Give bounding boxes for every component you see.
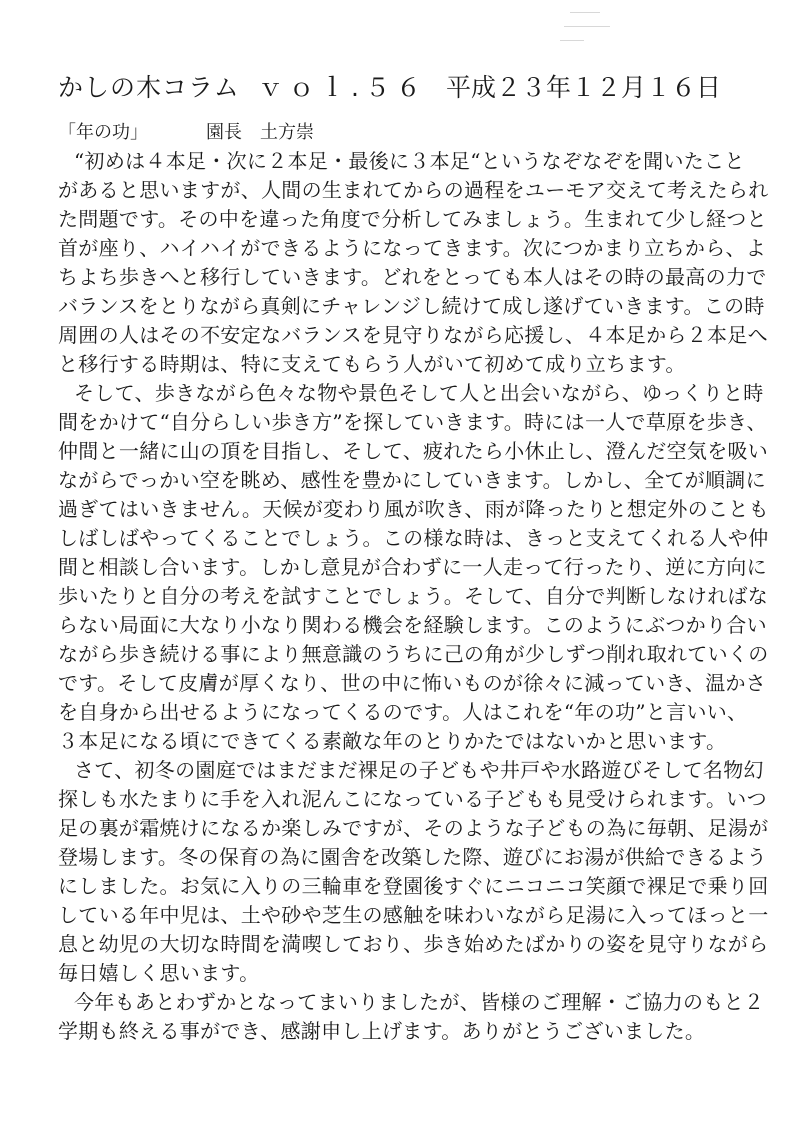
text-line: 間をかけて“自分らしい歩き方”を探していきます。時には一人で草原を歩き、 [58, 410, 767, 434]
text-line: しばしばやってくることでしょう。この様な時は、きっと支えてくれる人や仲 [58, 526, 769, 550]
text-line: ちよち歩きへと移行していきます。どれをとっても本人はその時の最高の力で [58, 265, 767, 289]
article-author: 園長 土方崇 [206, 122, 314, 143]
text-line: ながらでっかい空を眺め、感性を豊かにしていきます。しかし、全てが順調に [58, 468, 766, 492]
text-line: 過ぎてはいきません。天候が変わり風が吹き、雨が降ったりと想定外のことも [58, 497, 769, 521]
article-body [58, 147, 769, 1046]
issue-date: 平成２３年１２月１６日 [446, 73, 722, 102]
text-line: ながら歩き続ける事により無意識のうちに己の角が少しずつ削れ取れていくの [58, 642, 769, 666]
text-line: と移行する時期は、特に支えてもらう人がいて初めて成り立ちます。 [58, 352, 686, 376]
text-line: “初めは４本足・次に２本足・最後に３本足“というなぞなぞを聞いたこと [74, 149, 745, 173]
scan-artifact [560, 0, 640, 60]
text-line: を自身から出せるようになってくるのです。人はこれを“年の功”と言いい、 [58, 700, 748, 724]
paragraph [58, 379, 769, 756]
text-line: です。そして皮膚が厚くなり、世の中に怖いものが徐々に減っていき、温かさ [58, 671, 767, 695]
text-line: があると思いますが、人間の生まれてからの過程をユーモア交えて考えたられ [58, 178, 769, 202]
paragraph [58, 756, 769, 988]
text-line: バランスをとりながら真剣にチャレンジし続けて成し遂げていきます。この時 [58, 294, 765, 318]
text-line: 周囲の人はその不安定なバランスを見守りながら応援し、４本足から２本足へ [58, 323, 768, 347]
text-line: にしました。お気に入りの三輪車を登園後すぐにニコニコ笑顔で裸足で乗り回 [58, 874, 769, 898]
text-line: 探しも水たまりに手を入れ泥んこになっている子どもも見受けられます。いつ [58, 787, 767, 811]
text-line: 毎日嬉しく思います。 [58, 961, 260, 985]
text-line: 間と相談し合います。しかし意見が合わずに一人走って行ったり、逆に方向に [58, 555, 767, 579]
column-name: かしの木コラム [58, 73, 240, 102]
text-line: している年中児は、土や砂や芝生の感触を味わいながら足湯に入ってほっと一 [58, 903, 769, 927]
text-line: らない局面に大なり小なり関わる機会を経験します。このようにぶつかり合い [58, 613, 767, 637]
column-header [58, 68, 758, 108]
text-line: 今年もあとわずかとなってまいりましたが、皆様のご理解・ご協力のもと２ [74, 990, 765, 1014]
article-subheader [58, 118, 314, 144]
text-line: 歩いたりと自分の考えを試すことでしょう。そして、自分で判断しなければな [58, 584, 769, 608]
text-line: 息と幼児の大切な時間を満喫しており、歩き始めたばかりの姿を見守りながら [58, 932, 769, 956]
text-line: た問題です。その中を違った角度で分析してみましょう。生まれて少し経つと [58, 207, 767, 231]
text-line: 首が座り、ハイハイができるようになってきます。次につかまり立ちから、よ [58, 236, 767, 260]
volume-number: ｖｏｌ.５６ [258, 73, 427, 102]
paragraph [58, 988, 765, 1046]
text-line: 登場します。冬の保育の為に園舎を改築した際、遊びにお湯が供給できるよう [58, 845, 767, 869]
text-line: ３本足になる頃にできてくる素敵な年のとりかたではないかと思います。 [58, 729, 727, 753]
article-title: 「年の功」 [58, 122, 148, 143]
text-line: 仲間と一緒に山の頂を目指し、そして、疲れたら小休止し、澄んだ空気を吸い [58, 439, 769, 463]
paragraph [58, 147, 769, 379]
text-line: 学期も終える事ができ、感謝申し上げます。ありがとうございました。 [58, 1019, 706, 1043]
text-line: さて、初冬の園庭ではまだまだ裸足の子どもや井戸や水路遊びそして名物幻 [74, 758, 764, 782]
text-line: 足の裏が霜焼けになるか楽しみですが、そのような子どもの為に毎朝、足湯が [58, 816, 769, 840]
text-line: そして、歩きながら色々な物や景色そして人と出会いながら、ゆっくりと時 [74, 381, 764, 405]
